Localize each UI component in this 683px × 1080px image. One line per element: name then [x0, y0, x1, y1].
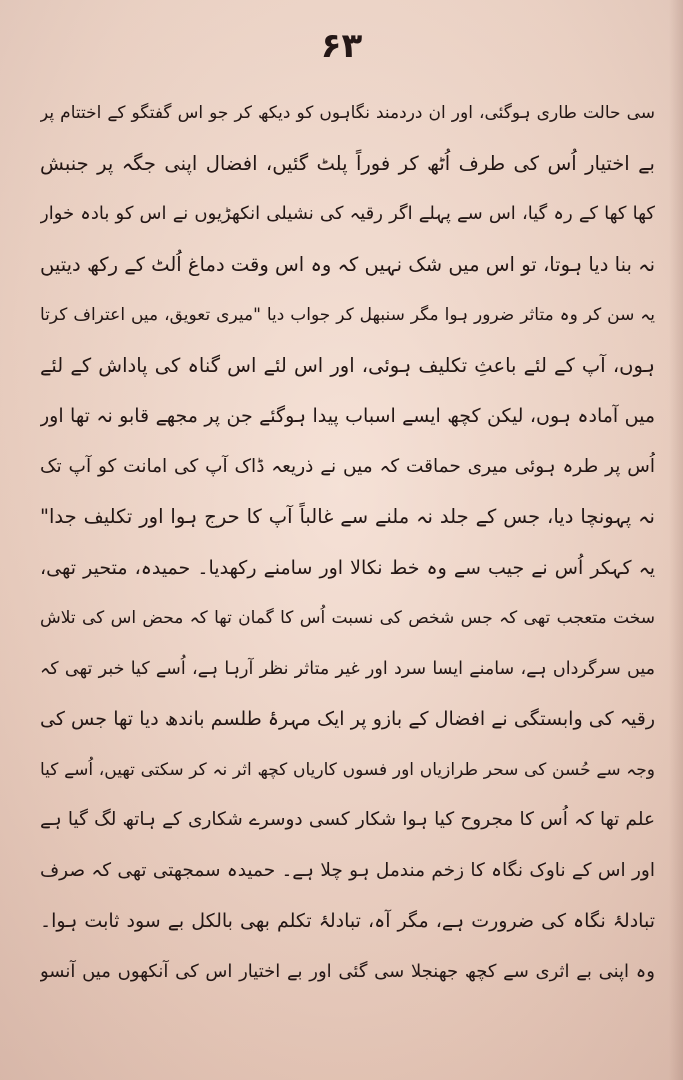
text-line-4: نہ بنا دیا ہوتا، تو اس میں شک نہیں کہ وہ اس وقت دماغ اُلٹ کے رکھ دیتیں: [40, 252, 655, 276]
text-line-3: کھا کھا کے رہ گیا، اس سے پہلے اگر رقیہ کی نشیلی انکھڑیوں نے اس کو بادہ خوار: [40, 203, 655, 224]
text-line-16: اور اس کے ناوک نگاہ کا زخم مندمل ہو چلا ہے۔ حمیدہ سمجھتی تھی کہ صرف: [40, 859, 655, 881]
text-line-15: علم تھا کہ اُس کا مجروح کیا ہوا شکار کسی دوسرے شکاری کے ہاتھ لگ گیا ہے: [40, 809, 655, 830]
text-line-18: وہ اپنی بے اثری سے کچھ جھنجلا سی گئی اور بے اختیار اس کی آنکھوں میں آنسو: [40, 960, 655, 982]
text-line-13: رقیہ کی وابستگی نے افضال کے بازو پر ایک مہرۂ طلسم باندھ دیا تھا جس کی: [40, 708, 655, 730]
text-line-9: نہ پہونچا دیا، جس کے جلد نہ ملنے سے غالباً آپ کا حرج ہوا اور تکلیف جدا": [40, 505, 655, 528]
text-line-12: میں سرگرداں ہے، سامنے ایسا سرد اور غیر متاثر نظر آرہا ہے، اُسے کیا خبر تھی کہ: [40, 658, 655, 679]
text-line-6: ہوں، آپ کے لئے باعثِ تکلیف ہوئی، اور اس لئے اس گناہ کی پاداش کے لئے: [40, 353, 655, 377]
text-line-11: سخت متعجب تھی کہ جس شخص کی نسبت اُس کا گمان تھا کہ محض اس کی تلاش: [40, 608, 655, 628]
text-line-7: میں آمادہ ہوں، لیکن کچھ ایسے اسباب پیدا ہوگئے جن پر مجھے قابو نہ تھا اور: [40, 405, 655, 427]
text-line-8: اُس پر طرہ ہوئی میری حماقت کہ میں نے ذریعہ ڈاک آپ کی امانت کو آپ تک: [40, 455, 655, 477]
body-text: [40, 88, 655, 1068]
text-line-14: وجہ سے حُسن کی سحر طرازیاں اور فسوں کاریاں کچھ اثر نہ کر سکتی تھیں، اُسے کیا: [40, 759, 655, 780]
text-line-17: تبادلۂ نگاہ کی ضرورت ہے، مگر آہ، تبادلۂ تکلم بھی بالکل بے سود ثابت ہوا۔: [40, 910, 655, 932]
page-edge-shadow: [669, 0, 683, 1080]
text-line-2: بے اختیار اُس کی طرف اُٹھ کر فوراً پلٹ گئیں، افضال اپنی جگہ پر جنبش: [40, 151, 655, 175]
text-line-5: یہ سن کر وہ متاثر ضرور ہوا مگر سنبھل کر جواب دیا "میری تعویق، میں اعتراف کرتا: [40, 305, 655, 325]
text-line-10: یہ کہکر اُس نے جیب سے وہ خط نکالا اور سامنے رکھدیا۔ حمیدہ، متحیر تھی،: [40, 556, 655, 579]
text-line-1: سی حالت طاری ہوگئی، اور ان دردمند نگاہوں کو دیکھ کر جو اس گفتگو کے اختتام پر: [40, 103, 655, 123]
page-number: ۶۳: [320, 26, 363, 66]
